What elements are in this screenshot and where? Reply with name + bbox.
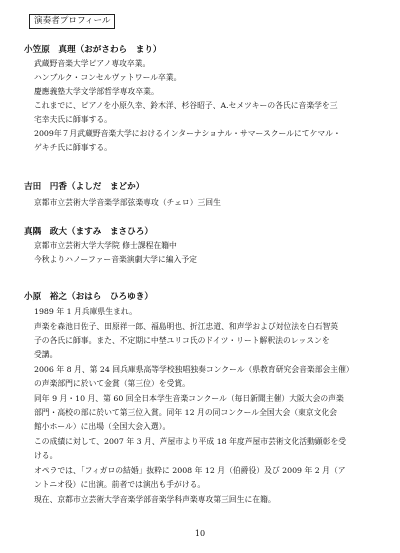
profile-line: オペラでは、「フィガロの結婚」抜粋に 2008 年 12 月（伯爵役）及び 2009 年 2 月（ア	[34, 466, 346, 475]
profile-name-ogasawara: 小笠原 真理（おがさわら まり）	[24, 45, 162, 55]
profile-line: 館小ホール）に出場（全国大会入選）。	[34, 422, 171, 431]
profile-line: 部門・高校の部に於いて第三位入賞。同年 12 月の同コンクール全国大会（東京文化会	[34, 408, 338, 417]
profile-line: 京都市立芸術大学音楽学部弦楽専攻（チェロ）三回生	[34, 198, 221, 207]
profile-name-masumi: 真隅 政大（ますみ まさひろ）	[24, 227, 153, 237]
profile-name-yoshida: 吉田 円香（よしだ まどか）	[24, 182, 145, 192]
profile-line: この成績に対して、2007 年 3 月、芦屋市より平成 18 年度芦屋市芸術文化活動顕彰を受	[34, 437, 347, 446]
profile-line: 子の各氏に師事。また、不定期に中埜ユリコ氏のドイツ・リート解釈法のレッスンを	[34, 336, 330, 345]
profile-name-ohara: 小原 裕之（おはら ひろゆき）	[24, 292, 153, 302]
profile-line: 慶應義塾大学文学部哲学専攻卒業。	[34, 87, 159, 96]
profile-line: 受講。	[34, 350, 58, 359]
profile-line: ントニオ役）に出演。前者では演出も手がける。	[34, 480, 206, 489]
profile-line: 2006 年 8 月、第 24 回兵庫県高等学校独唱独奏コンクール（県教育研究会音楽部会主催）	[34, 365, 354, 374]
profile-line: 現在、京都市立芸術大学音楽学部音楽学科声楽専攻第三回生に在籍。	[34, 495, 276, 504]
profile-line: ゲキチ氏に師事する。	[34, 143, 112, 152]
profile-line: ハンブルク・コンセルヴァトワール卒業。	[34, 73, 182, 82]
profile-line: 京都市立芸術大学大学院 修士課程在籍中	[34, 241, 177, 250]
page-number: 10	[194, 529, 206, 538]
profile-line: ける。	[34, 451, 58, 460]
profile-line: の声楽部門に於いて金賞（第三位）を受賞。	[34, 379, 190, 388]
profile-line: 宅幸夫氏に師事する。	[34, 115, 112, 124]
profile-line: 1989 年 1 月兵庫県生まれ。	[34, 307, 137, 316]
profile-line: 武蔵野音楽大学ピアノ専攻卒業。	[34, 59, 151, 68]
profile-line: 声楽を森池日佐子、田原祥一郎、福島明也、折江忠道、和声学および対位法を白石智英	[34, 322, 339, 331]
profile-line: 2009年７月武蔵野音楽大学におけるインターナショナル・サマースクールにてケマル・	[34, 129, 341, 138]
profile-line: これまでに、ピアノを小原久幸、鈴木洋、杉谷昭子、A.セメツキーの各氏に音楽学を三	[34, 101, 338, 110]
page-title: 演奏者プロフィール	[29, 14, 115, 29]
profile-line: 同年 9 月・10 月、第 60 回全日本学生音楽コンクール（毎日新聞主催）大阪大会の声楽	[34, 394, 344, 403]
profile-line: 今秋よりハノーファー音楽演劇大学に編入予定	[34, 255, 197, 264]
